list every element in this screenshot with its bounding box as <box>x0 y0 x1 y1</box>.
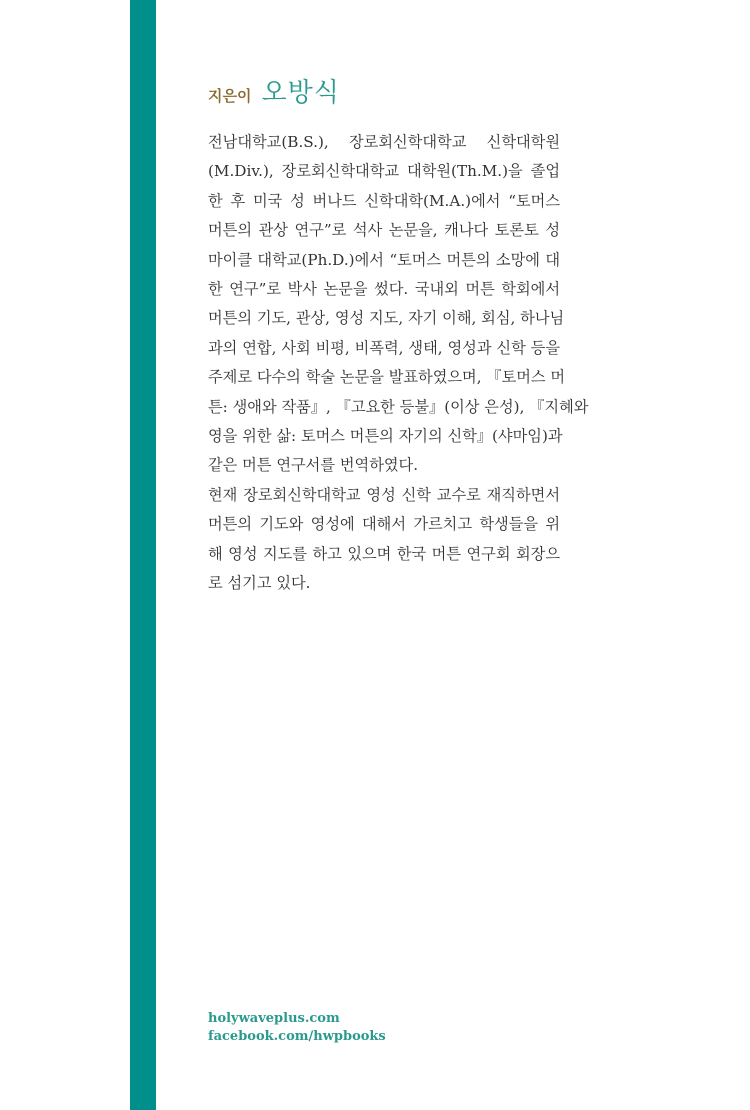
publisher-links <box>208 1010 386 1046</box>
bio-line: 해 영성 지도를 하고 있으며 한국 머튼 연구회 회장으 <box>208 544 560 563</box>
bio-line: 주제로 다수의 학술 논문을 발표하였으며, 『토머스 머 <box>208 368 566 387</box>
author-label: 지은이 <box>208 87 252 105</box>
bio-line: 한 연구”로 박사 논문을 썼다. 국내외 머튼 학회에서 <box>208 280 560 299</box>
bio-line: 같은 머튼 연구서를 번역하였다. <box>208 456 419 475</box>
bio-line: 과의 연합, 사회 비평, 비폭력, 생태, 영성과 신학 등을 <box>208 338 560 357</box>
bio-line: (M.Div.), 장로회신학대학교 대학원(Th.M.)을 졸업 <box>208 162 560 181</box>
bio-line: 튼: 생애와 작품』, 『고요한 등불』(이상 은성), 『지혜와 <box>208 397 589 416</box>
website-link[interactable]: holywaveplus.com <box>208 1011 340 1026</box>
author-heading <box>208 72 340 109</box>
bio-line: 머튼의 관상 연구”로 석사 논문을, 캐나다 토론토 성 <box>208 221 560 240</box>
bio-line: 마이클 대학교(Ph.D.)에서 “토머스 머튼의 소망에 대 <box>208 250 560 269</box>
bio-line: 전남대학교(B.S.), 장로회신학대학교 신학대학원 <box>208 133 560 151</box>
bio-line: 로 섬기고 있다. <box>208 574 311 593</box>
author-name: 오방식 <box>261 78 340 108</box>
bio-line: 영을 위한 삶: 토머스 머튼의 자기의 신학』(샤마임)과 <box>208 427 563 446</box>
teal-spine-bar <box>130 0 156 1110</box>
bio-line: 현재 장로회신학대학교 영성 신학 교수로 재직하면서 <box>208 485 560 504</box>
bio-line: 머튼의 기도와 영성에 대해서 가르치고 학생들을 위 <box>208 515 560 534</box>
author-bio <box>208 128 589 599</box>
facebook-link[interactable]: facebook.com/hwpbooks <box>208 1029 386 1044</box>
bio-line: 한 후 미국 성 버나드 신학대학(M.A.)에서 “토머스 <box>208 191 560 210</box>
left-margin <box>0 0 130 1110</box>
bio-line: 머튼의 기도, 관상, 영성 지도, 자기 이해, 회심, 하나님 <box>208 309 565 328</box>
